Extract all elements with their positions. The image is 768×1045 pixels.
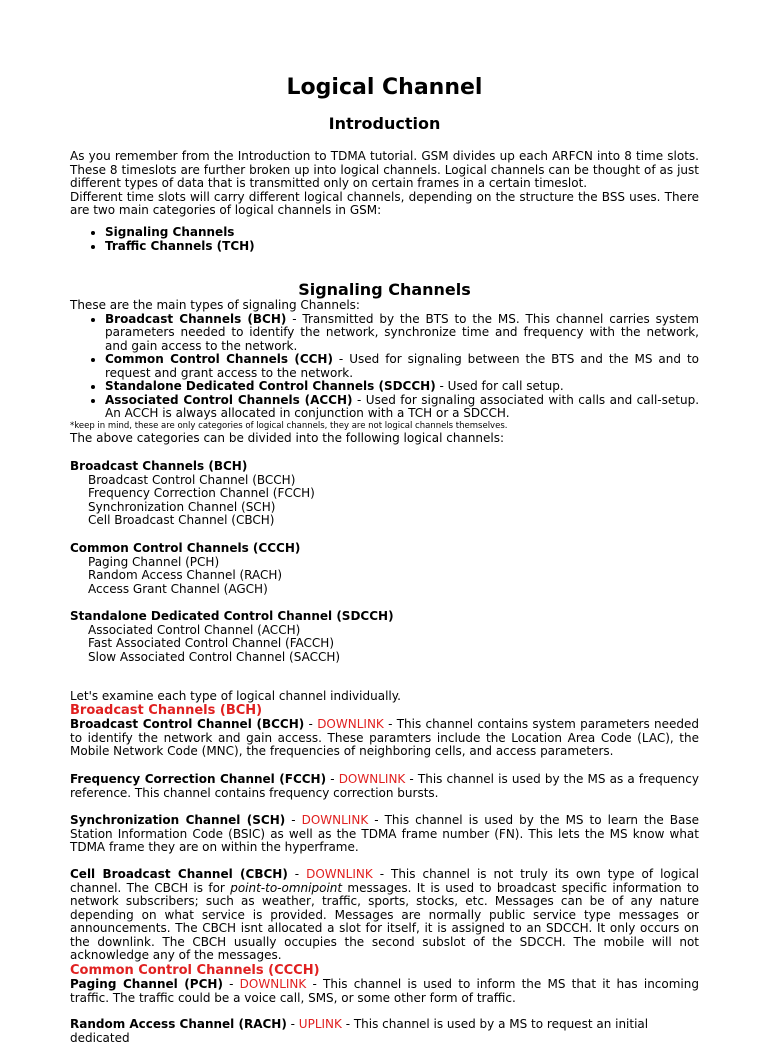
list-item: • Associated Control Channels (ACCH) - Used for signaling associated with calls and call-setup. An ACCH is always allocated in conjunction with a TCH or a SDCCH. (105, 394, 699, 421)
list-item: Associated Control Channel (ACCH) (88, 622, 301, 637)
list-item: Slow Associated Control Channel (SACCH) (88, 649, 341, 664)
group-ccch (70, 542, 699, 596)
bcch-paragraph: Broadcast Control Channel (BCCH) - DOWNLINK - This channel contains system parameters needed to identify the network and gain access. These paramters include the Location Area Code (LAC), the Mobile Network Code (MNC), the frequencies of neighboring cells, and access parameters. (70, 717, 700, 758)
list-item: • Standalone Dedicated Control Channels (SDCCH) - Used for call setup. (105, 380, 699, 394)
pch-paragraph: Paging Channel (PCH) - DOWNLINK - This channel is used to inform the MS that it has incoming traffic. The traffic could be a voice call, SMS, or some other form of traffic. (70, 977, 699, 1005)
list-item: • Signaling Channels (105, 226, 734, 240)
signaling-heading: Signaling Channels (298, 280, 471, 299)
group-bch (70, 460, 699, 528)
category-list (70, 226, 734, 253)
footnote: *keep in mind, these are only categories of logical channels, they are not logical channels themselves. (70, 420, 508, 431)
signaling-section (70, 299, 699, 445)
sch-paragraph: Synchronization Channel (SCH) - DOWNLINK - This channel is used by the MS to learn the Base Station Information Code (BSIC) as well as the TDMA frame number (FN). This lets the MS know what TDMA frame they are on within the hyperframe. (70, 813, 699, 854)
list-item: Access Grant Channel (AGCH) (88, 581, 268, 596)
examine-text: Let's examine each type of logical channel individually. (70, 689, 401, 703)
intro-heading: Introduction (328, 114, 441, 133)
list-item: • Common Control Channels (CCH) - Used for signaling between the BTS and the MS and to request and grant access to the network. (105, 353, 699, 380)
rach-paragraph: Random Access Channel (RACH) - UPLINK - This channel is used by a MS to request an initial dedicated (70, 1017, 649, 1045)
list-item: Random Access Channel (RACH) (88, 568, 283, 582)
list-item: Cell Broadcast Channel (CBCH) (88, 513, 275, 527)
cbch-paragraph: Cell Broadcast Channel (CBCH) - DOWNLINK - This channel is not truly its own type of logical channel. The CBCH is for point-to-omnipoint messages. It is used to broadcast specific information to network subscribers; such as weather, traffic, sports, stocks, etc. Messages can be of any nature depending on what service is provided. Messages are normally public service type messages or announcements. The CBCH isnt allocated a slot for itself, it is assigned to an SDCCH. It only occurs on the downlink. The CBCH usually occupies the second subslot of the SDCCH. The mobile will not acknowledge any of the messages. (70, 867, 700, 962)
list-item: Broadcast Control Channel (BCCH) (88, 472, 296, 487)
intro-paragraph-1: As you remember from the Introduction to TDMA tutorial. GSM divides up each ARFCN into 8 time slots. These 8 timeslots are further broken up into logical channels. Logical channels can be thought of as just different types of data that is transmitted only on certain frames in a certain timeslot. (70, 149, 699, 190)
bch-heading: Broadcast Channels (BCH) (70, 702, 263, 718)
intro-paragraph-2: Different time slots will carry different logical channels, depending on the structure the BSS uses. There are two main categories of logical channels in GSM: (70, 189, 699, 217)
list-item: Synchronization Channel (SCH) (88, 499, 276, 514)
signaling-intro: These are the main types of signaling Channels: (70, 298, 360, 312)
list-item: Paging Channel (PCH) (88, 554, 220, 569)
ccch-heading: Common Control Channels (CCCH) (70, 963, 320, 978)
group-sdcch (70, 610, 699, 664)
list-item: Fast Associated Control Channel (FACCH) (88, 636, 334, 650)
examine-section (70, 690, 699, 717)
group-title: Broadcast Channels (BCH) (70, 459, 248, 473)
group-title: Common Control Channels (CCCH) (70, 541, 301, 555)
intro-text (70, 150, 699, 218)
list-item: • Broadcast Channels (BCH) - Transmitted by the BTS to the MS. This channel carries system parameters needed to identify the network, synchronize time and frequency with the network, and gain access to the network. (105, 313, 699, 354)
divided-text: The above categories can be divided into the following logical channels: (70, 430, 505, 445)
page-title: Logical Channel (286, 75, 483, 100)
fcch-paragraph: Frequency Correction Channel (FCCH) - DOWNLINK - This channel is used by the MS as a frequency reference. This channel contains frequency correction bursts. (70, 772, 699, 800)
list-item: • Traffic Channels (TCH) (105, 240, 734, 254)
group-title: Standalone Dedicated Control Channel (SDCCH) (70, 609, 394, 623)
signaling-types-list (70, 313, 699, 421)
list-item: Frequency Correction Channel (FCCH) (88, 486, 315, 500)
